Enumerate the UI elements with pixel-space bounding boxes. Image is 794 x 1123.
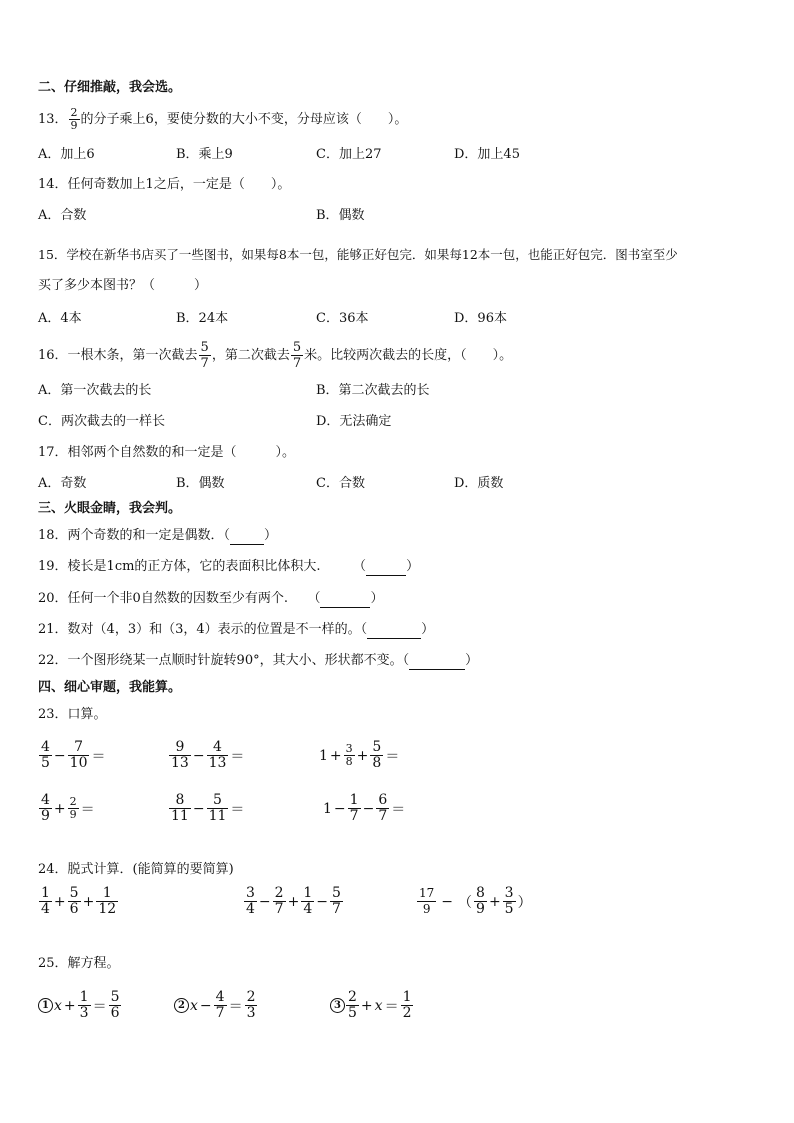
- operator: ＝: [230, 801, 245, 818]
- expression: [322, 793, 406, 824]
- expression: [243, 886, 344, 917]
- fraction: [68, 886, 81, 917]
- operator: ＝: [385, 748, 400, 765]
- denominator: 6: [69, 901, 79, 917]
- section-4-title: 四、细心审题，我能算。: [38, 680, 182, 695]
- section-2-title: 二、仔细推敲，我会选。: [38, 80, 182, 95]
- question-25-title: 25．解方程。: [38, 956, 120, 971]
- numerator: 1: [402, 989, 412, 1005]
- circled-number: 3: [330, 998, 345, 1013]
- numerator: 8: [476, 885, 485, 901]
- fraction: [291, 340, 303, 371]
- circled-number: 1: [38, 998, 53, 1013]
- operator: ＝: [92, 998, 107, 1015]
- numerator: 1: [79, 989, 89, 1005]
- operator: 1: [319, 747, 328, 764]
- question-23-title: 23．口算。: [38, 707, 107, 722]
- denominator: 13: [171, 755, 189, 771]
- numerator: 2: [69, 795, 77, 808]
- fraction: [199, 340, 211, 371]
- fraction: [474, 886, 487, 917]
- numerator: 17: [419, 886, 435, 900]
- equation-1: [38, 990, 122, 1021]
- fraction: [273, 886, 286, 917]
- option[interactable]: A．4本: [38, 311, 82, 326]
- denominator: 3: [79, 1005, 89, 1021]
- operator: −: [316, 893, 328, 910]
- operator: −: [192, 747, 205, 764]
- operator: ＝: [230, 748, 245, 765]
- fraction: [39, 740, 52, 771]
- answer-blank[interactable]: [409, 653, 465, 670]
- numerator: 4: [207, 740, 229, 756]
- expression: [318, 740, 400, 771]
- fraction: [370, 740, 383, 771]
- denominator: 9: [41, 808, 50, 824]
- operator: −: [333, 800, 346, 817]
- numerator: 2: [348, 989, 357, 1005]
- question-20: 20．任何一个非0自然数的因数至少有两个. （ ）: [38, 591, 384, 606]
- equation-3: [330, 990, 414, 1021]
- operator: ＝: [391, 801, 406, 818]
- option[interactable]: B．偶数: [316, 208, 365, 223]
- operator: x: [374, 997, 383, 1014]
- fraction: [348, 793, 361, 824]
- operator: +: [53, 893, 66, 910]
- fraction: [401, 990, 414, 1021]
- operator: ＝: [228, 998, 243, 1015]
- question-15-line2: 买了多少本图书？（ ）: [38, 278, 208, 293]
- fraction: [503, 886, 516, 917]
- option[interactable]: C．两次截去的一样长: [38, 414, 165, 429]
- numerator: 1: [349, 792, 359, 808]
- question-17: 17．相邻两个自然数的和一定是（ ）。: [38, 445, 296, 460]
- denominator: 8: [372, 755, 382, 771]
- numerator: 3: [246, 885, 255, 901]
- fraction: [96, 886, 118, 917]
- expression: [416, 886, 533, 917]
- numerator: 1: [41, 885, 50, 901]
- fraction: [417, 886, 436, 917]
- fraction: [169, 793, 191, 824]
- operator: x: [54, 997, 62, 1014]
- numerator: 5: [69, 885, 79, 901]
- denominator: 11: [171, 808, 189, 824]
- denominator: 8: [345, 755, 353, 768]
- fraction: [330, 886, 343, 917]
- fraction: [346, 990, 359, 1021]
- numerator: 3: [504, 885, 514, 901]
- numerator: 4: [41, 792, 50, 808]
- expression: [38, 740, 106, 771]
- option[interactable]: D．96本: [454, 311, 507, 326]
- answer-blank[interactable]: [366, 559, 406, 576]
- denominator: 5: [348, 1005, 357, 1021]
- denominator: 7: [378, 808, 388, 824]
- option[interactable]: D．无法确定: [316, 414, 392, 429]
- question-19: 19．棱长是1cm的正方体，它的表面积比体积大. （ ）: [38, 559, 420, 574]
- denominator: 5: [504, 901, 514, 917]
- option[interactable]: D．加上45: [454, 147, 520, 162]
- option[interactable]: A．第一次截去的长: [38, 383, 152, 398]
- denominator: 9: [69, 808, 77, 821]
- numerator: 3: [345, 742, 353, 755]
- operator: +: [82, 893, 95, 910]
- numerator: 2: [246, 989, 256, 1005]
- operator: +: [329, 747, 342, 764]
- numerator: 5: [292, 340, 302, 355]
- denominator: 5: [41, 755, 50, 771]
- denominator: 13: [208, 755, 227, 771]
- denominator: 12: [98, 901, 117, 917]
- option[interactable]: B．第二次截去的长: [316, 383, 430, 398]
- fraction: [68, 796, 79, 821]
- denominator: 9: [70, 119, 78, 132]
- numerator: 8: [169, 793, 191, 809]
- question-13: 13． $\frac{2}{9}$ 的分子乘上6，要使分数的大小不变，分母应该（ ）。: [38, 106, 408, 132]
- operator: −: [258, 893, 271, 910]
- denominator: 4: [246, 901, 255, 917]
- expression: [168, 740, 245, 771]
- option[interactable]: B．24本: [176, 311, 229, 326]
- denominator: 3: [246, 1005, 256, 1021]
- operator: +: [63, 997, 76, 1014]
- denominator: 10: [69, 755, 88, 771]
- operator: ＝: [384, 998, 399, 1015]
- numerator: 4: [215, 989, 225, 1005]
- question-15-line1: 15．学校在新华书店买了一些图书，如果每8本一包，能够正好包完．如果每12本一包，也能正好包完．图书室至少: [38, 247, 678, 262]
- numerator: 1: [303, 885, 313, 901]
- numerator: 2: [70, 106, 78, 119]
- expression: [38, 886, 119, 917]
- answer-blank[interactable]: [320, 591, 370, 608]
- fraction: [68, 740, 90, 771]
- denominator: 7: [200, 356, 209, 371]
- denominator: 9: [476, 901, 485, 917]
- operator: ＝: [80, 801, 95, 818]
- expression: [38, 793, 96, 824]
- numerator: 5: [200, 340, 209, 355]
- question-16: 16．一根木条，第一次截去 $\frac{5}{7}$ ，第二次截去 $\frac{5}{7}$ 米。比较两次截去的长度，（ ）。: [38, 340, 513, 371]
- denominator: 4: [41, 901, 50, 917]
- fraction: [376, 793, 389, 824]
- fraction: [301, 886, 314, 917]
- denominator: 7: [349, 808, 359, 824]
- denominator: 7: [292, 356, 302, 371]
- denominator: 7: [215, 1005, 225, 1021]
- option[interactable]: D．质数: [454, 476, 504, 491]
- operator: +: [360, 997, 373, 1014]
- option[interactable]: A．奇数: [38, 476, 87, 491]
- fraction: [169, 740, 191, 771]
- option[interactable]: B．乘上9: [176, 147, 233, 162]
- operator: −: [192, 800, 205, 817]
- fraction: [245, 990, 258, 1021]
- equation-2: [174, 990, 258, 1021]
- fraction: [244, 886, 257, 917]
- fraction: [207, 740, 229, 771]
- operator: −: [441, 893, 454, 910]
- numerator: 4: [41, 739, 50, 755]
- fraction: [39, 886, 52, 917]
- operator: +: [356, 747, 369, 764]
- denominator: 6: [110, 1005, 120, 1021]
- expression: [168, 793, 245, 824]
- option[interactable]: B．偶数: [176, 476, 225, 491]
- denominator: 7: [331, 901, 341, 917]
- numerator: 9: [169, 740, 191, 756]
- operator: −: [53, 747, 66, 764]
- fraction: [39, 793, 52, 824]
- fraction: [344, 743, 355, 768]
- option[interactable]: C．加上27: [316, 147, 382, 162]
- numerator: 5: [207, 793, 229, 809]
- option[interactable]: C．36本: [316, 311, 369, 326]
- operator: 1: [323, 800, 332, 817]
- fraction: [214, 990, 227, 1021]
- denominator: 4: [303, 901, 313, 917]
- operator: −: [199, 997, 212, 1014]
- operator: +: [488, 893, 501, 910]
- numerator: 1: [96, 886, 118, 902]
- question-21: 21．数对（4，3）和（3，4）表示的位置是不一样的。（ ）: [38, 622, 435, 637]
- answer-blank[interactable]: [367, 622, 421, 639]
- numerator: 5: [110, 989, 120, 1005]
- denominator: 2: [402, 1005, 412, 1021]
- circled-number: 2: [174, 998, 189, 1013]
- denominator: 11: [208, 808, 227, 824]
- numerator: 6: [378, 792, 388, 808]
- numerator: 5: [372, 739, 382, 755]
- section-3-title: 三、火眼金睛，我会判。: [38, 501, 182, 516]
- fraction: [78, 990, 91, 1021]
- fraction: [207, 793, 229, 824]
- question-14: 14．任何奇数加上1之后，一定是（ ）。: [38, 177, 291, 192]
- option[interactable]: A．加上6: [38, 147, 95, 162]
- operator: +: [53, 800, 66, 817]
- operator: ＝: [91, 748, 106, 765]
- question-18: 18．两个奇数的和一定是偶数．（ ）: [38, 528, 278, 543]
- operator: −: [362, 800, 375, 817]
- numerator: 5: [331, 885, 341, 901]
- operator: （: [458, 894, 473, 911]
- fraction: [69, 107, 80, 132]
- operator: ）: [517, 894, 532, 911]
- option[interactable]: A．合数: [38, 208, 87, 223]
- answer-blank[interactable]: [230, 528, 264, 545]
- denominator: 7: [274, 901, 284, 917]
- question-22: 22．一个图形绕某一点顺时针旋转90°，其大小、形状都不变。（ ）: [38, 653, 479, 668]
- denominator: 9: [422, 902, 431, 916]
- fraction: [109, 990, 122, 1021]
- question-24-title: 24．脱式计算．(能简算的要简算): [38, 862, 234, 877]
- numerator: 2: [274, 885, 284, 901]
- option[interactable]: C．合数: [316, 476, 365, 491]
- operator: +: [287, 893, 300, 910]
- operator: x: [190, 997, 198, 1014]
- numerator: 7: [68, 740, 90, 756]
